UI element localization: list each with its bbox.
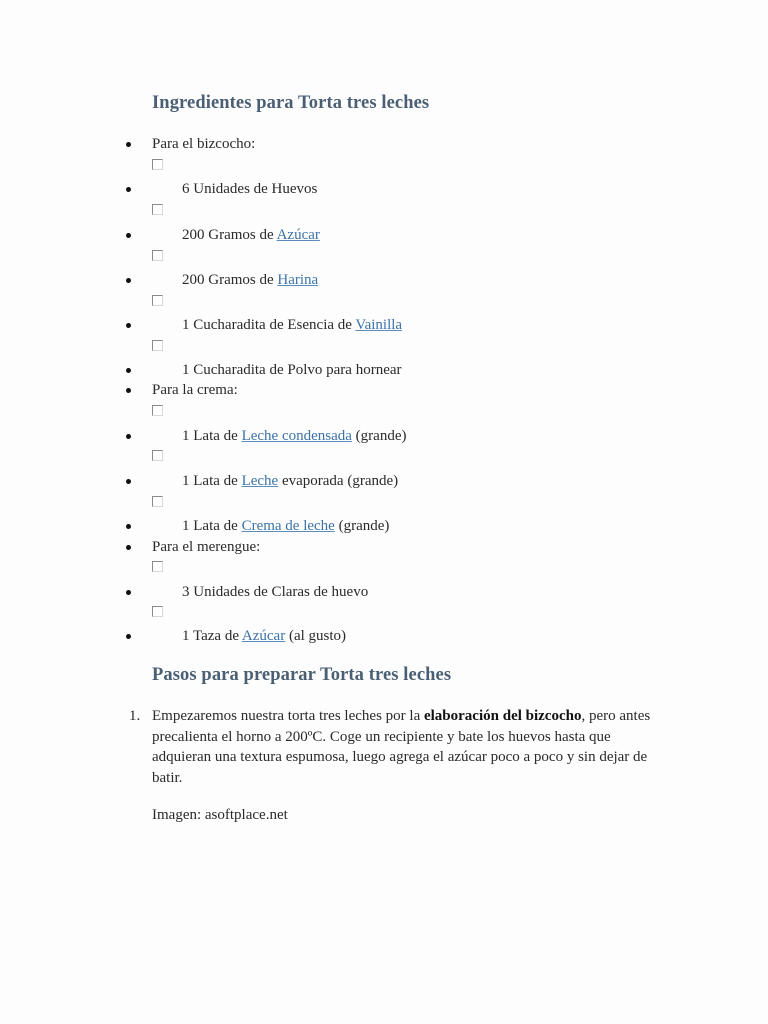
ingredient-text-suffix: evaporada (grande) <box>278 473 399 489</box>
checkbox[interactable] <box>152 561 163 572</box>
checkbox[interactable] <box>152 496 163 507</box>
category-label: Para el bizcocho: <box>152 136 256 152</box>
ingredients-heading: Ingredientes para Torta tres leches <box>152 93 430 113</box>
ingredient-text: 200 Gramos de <box>182 227 277 243</box>
ingredient-link-leche[interactable]: Leche <box>241 473 279 489</box>
category-label: Para la crema: <box>152 382 238 398</box>
checkbox[interactable] <box>152 159 163 170</box>
ingredient-link-leche-condensada[interactable]: Leche condensada <box>241 428 352 444</box>
ingredient-text: 1 Lata de <box>182 518 242 534</box>
bullet-icon <box>126 233 131 238</box>
ingredient-text: 1 Taza de <box>182 628 242 644</box>
bullet-icon <box>126 368 131 373</box>
bullet-icon <box>126 388 131 393</box>
category-label: Para el merengue: <box>152 539 261 555</box>
step-number: 1. <box>129 708 141 724</box>
ingredient-link-azucar[interactable]: Azúcar <box>276 227 320 243</box>
bullet-icon <box>126 323 131 328</box>
ingredient-link-harina[interactable]: Harina <box>277 272 319 288</box>
step-text: Empezaremos nuestra torta tres leches por la elaboración del bizcocho, pero antes precalienta el horno a 200ºC. Coge un recipiente y bate los huevos hasta que adquieran una textura espumosa, luego agrega el azúcar poco a poco y sin dejar de batir. <box>152 708 651 786</box>
step-bold-text: elaboración del bizcocho <box>423 708 582 724</box>
ingredient-text: 1 Cucharadita de Polvo para hornear <box>182 362 402 378</box>
checkbox[interactable] <box>152 450 163 461</box>
steps-heading: Pasos para preparar Torta tres leches <box>152 665 452 685</box>
ingredient-text: 200 Gramos de <box>182 272 278 288</box>
ingredient-text: 1 Cucharadita de Esencia de <box>182 317 356 333</box>
bullet-icon <box>126 545 131 550</box>
checkbox[interactable] <box>152 295 163 306</box>
ingredient-text: 6 Unidades de Huevos <box>182 181 318 197</box>
ingredient-text: 1 Lata de <box>182 473 242 489</box>
image-caption: Imagen: asoftplace.net <box>152 807 288 823</box>
ingredient-link-crema-de-leche[interactable]: Crema de leche <box>241 518 335 534</box>
checkbox[interactable] <box>152 204 163 215</box>
bullet-icon <box>126 590 131 595</box>
bullet-icon <box>126 187 131 192</box>
ingredient-text: 1 Lata de <box>182 428 242 444</box>
ingredient-text-suffix: (grande) <box>334 518 390 534</box>
bullet-icon <box>126 142 131 147</box>
bullet-icon <box>126 434 131 439</box>
checkbox[interactable] <box>152 340 163 351</box>
ingredient-link-azucar-2[interactable]: Azúcar <box>241 628 286 644</box>
bullet-icon <box>126 634 131 639</box>
checkbox[interactable] <box>152 405 163 416</box>
checkbox[interactable] <box>152 606 163 617</box>
bullet-icon <box>126 479 131 484</box>
ingredient-text-suffix: (grande) <box>351 428 407 444</box>
checkbox[interactable] <box>152 250 163 261</box>
ingredient-text-suffix: (al gusto) <box>285 628 347 644</box>
ingredient-link-vainilla[interactable]: Vainilla <box>355 317 403 333</box>
bullet-icon <box>126 278 131 283</box>
ingredient-text: 3 Unidades de Claras de huevo <box>182 584 369 600</box>
bullet-icon <box>126 524 131 529</box>
